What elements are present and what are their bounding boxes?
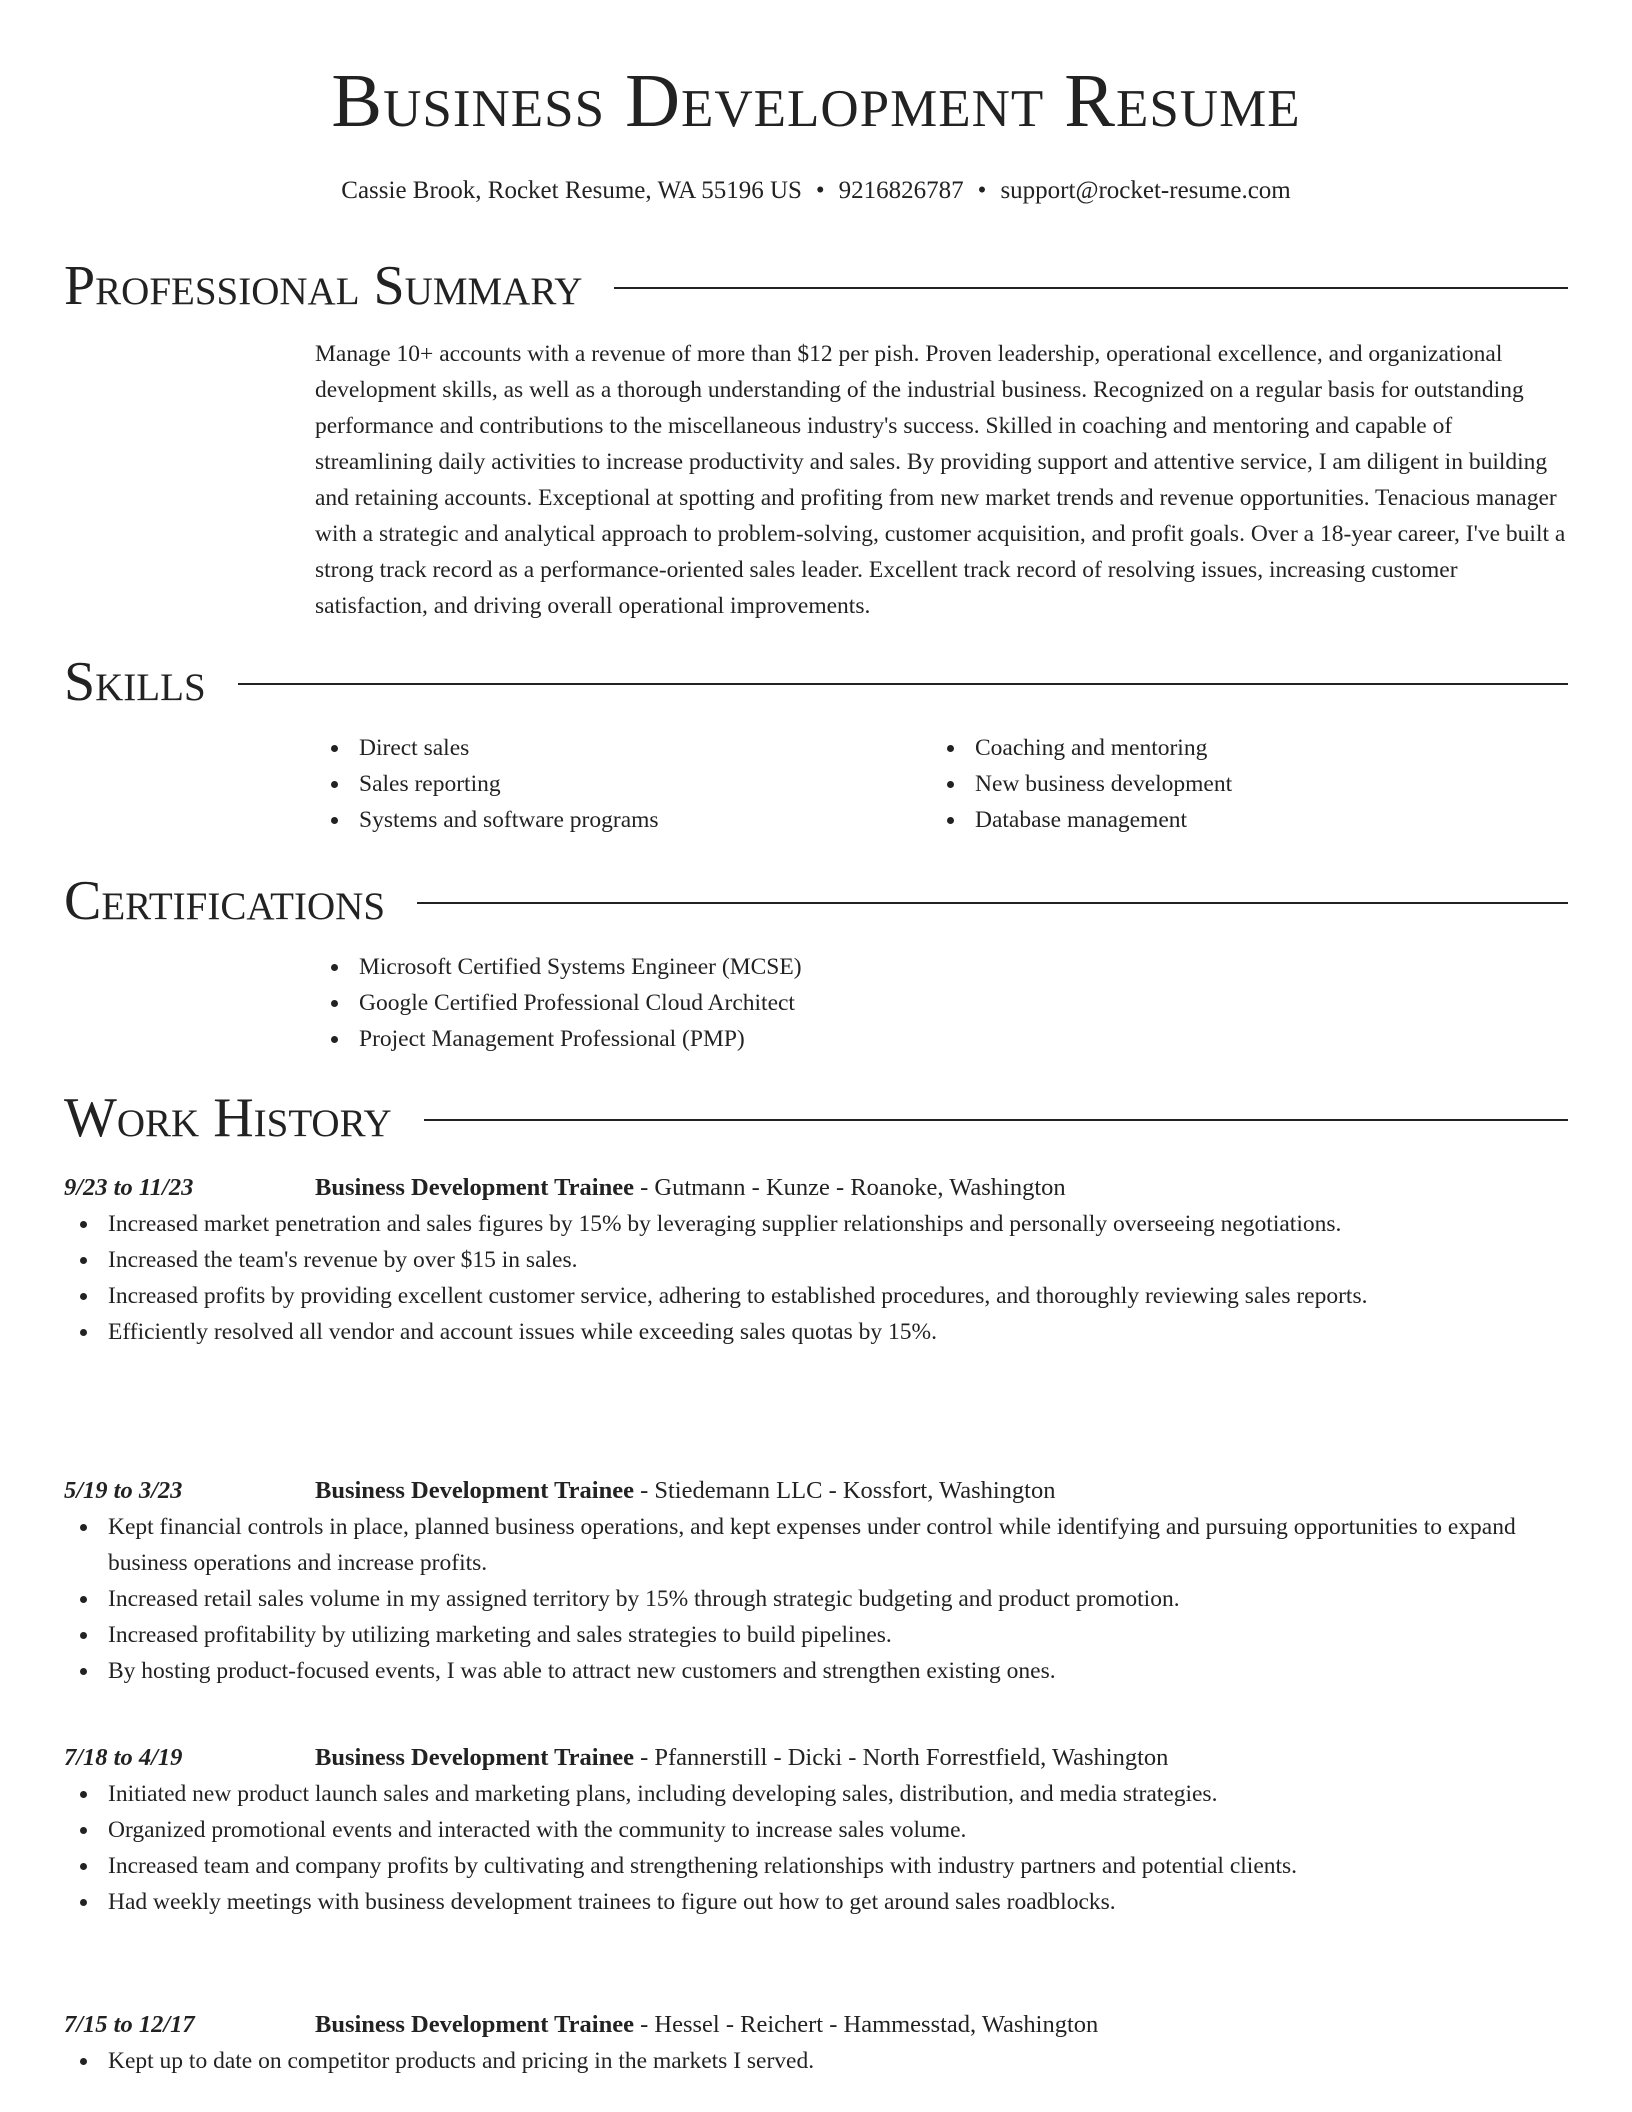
certifications-heading: Certifications bbox=[64, 870, 386, 932]
contact-separator: • bbox=[815, 177, 825, 204]
job-title-line bbox=[315, 2007, 1568, 2043]
job-dates: 9/23 to 11/23 bbox=[64, 1174, 194, 1201]
skills-heading: Skills bbox=[64, 651, 206, 713]
section-divider bbox=[417, 902, 1568, 904]
certification-item: Project Management Professional (PMP) bbox=[315, 1021, 1568, 1057]
job-bullet: Kept financial controls in place, planned business operations, and kept expenses under control while identifying and pursuing opportunities to expand business operations and increase profits. bbox=[64, 1509, 1568, 1581]
skills-section-header bbox=[64, 649, 1568, 715]
job-title-line bbox=[315, 1473, 1568, 1509]
contact-line bbox=[0, 174, 1632, 208]
certifications-section-header bbox=[64, 868, 1568, 934]
summary-text: Manage 10+ accounts with a revenue of more than $12 per pish. Proven leadership, operational excellence, and organizational development skills, as well as a thorough understanding of the industrial business. Recognized on a regular basis for outstanding performance and contributions to the miscellaneous industry's success. Skilled in coaching and mentoring and capable of streamlining daily activities to increase productivity and sales. By providing support and attentive service, I am diligent in building and retaining accounts. Exceptional at spotting and profiting from new market trends and revenue opportunities. Tenacious manager with a strategic and analytical approach to problem-solving, customer acquisition, and profit goals. Over a 18-year career, I've built a strong track record as a performance-oriented sales leader. Excellent track record of resolving issues, increasing customer satisfaction, and driving overall operational improvements. bbox=[315, 341, 1566, 619]
section-divider bbox=[238, 683, 1568, 685]
job-bullet: Increased the team's revenue by over $15 in sales. bbox=[64, 1242, 1568, 1278]
job-bullets bbox=[64, 1509, 1568, 1689]
job-employer: - Stiedemann LLC - Kossfort, Washington bbox=[633, 1477, 1056, 1504]
skill-item: Coaching and mentoring bbox=[931, 730, 1547, 766]
job-title: Business Development Trainee bbox=[315, 1174, 634, 1201]
job-dates: 5/19 to 3/23 bbox=[64, 1477, 183, 1504]
job-entry bbox=[64, 1473, 1568, 1689]
skill-item: Database management bbox=[931, 802, 1547, 838]
resume-title: Business Development Resume bbox=[331, 59, 1301, 143]
skills-column-right bbox=[931, 730, 1547, 838]
section-divider bbox=[424, 1119, 1568, 1121]
section-divider bbox=[614, 287, 1568, 289]
certification-item: Microsoft Certified Systems Engineer (MCSE) bbox=[315, 949, 1568, 985]
skill-item: New business development bbox=[931, 766, 1547, 802]
job-employer: - Hessel - Reichert - Hammesstad, Washington bbox=[633, 2011, 1099, 2038]
job-entry bbox=[64, 1740, 1568, 1920]
job-title-line bbox=[315, 1170, 1568, 1206]
job-bullets bbox=[64, 1206, 1568, 1350]
job-title-line bbox=[315, 1740, 1568, 1776]
work-history-heading: Work History bbox=[64, 1087, 392, 1149]
job-bullets bbox=[64, 1776, 1568, 1920]
job-bullet: Had weekly meetings with business development trainees to figure out how to get around sales roadblocks. bbox=[64, 1884, 1568, 1920]
job-title: Business Development Trainee bbox=[315, 1744, 634, 1771]
skills-column-left bbox=[315, 730, 931, 838]
job-bullet: Increased team and company profits by cultivating and strengthening relationships with industry partners and potential clients. bbox=[64, 1848, 1568, 1884]
job-entry bbox=[64, 2007, 1568, 2079]
job-bullet: Initiated new product launch sales and marketing plans, including developing sales, distribution, and media strategies. bbox=[64, 1776, 1568, 1812]
certification-item: Google Certified Professional Cloud Architect bbox=[315, 985, 1568, 1021]
summary-body bbox=[315, 336, 1568, 624]
skill-item: Direct sales bbox=[315, 730, 931, 766]
summary-heading: Professional Summary bbox=[64, 255, 583, 317]
certifications-list bbox=[315, 949, 1568, 1057]
job-title: Business Development Trainee bbox=[315, 2011, 634, 2038]
job-bullets bbox=[64, 2043, 1568, 2079]
job-bullet: Increased retail sales volume in my assigned territory by 15% through strategic budgeting and product promotion. bbox=[64, 1581, 1568, 1617]
job-bullet: Increased market penetration and sales figures by 15% by leveraging supplier relationships and personally overseeing negotiations. bbox=[64, 1206, 1568, 1242]
contact-email: support@rocket-resume.com bbox=[1000, 177, 1291, 204]
contact-phone: 9216826787 bbox=[838, 177, 964, 204]
job-bullet: Increased profitability by utilizing marketing and sales strategies to build pipelines. bbox=[64, 1617, 1568, 1653]
job-entry bbox=[64, 1170, 1568, 1350]
job-employer: - Pfannerstill - Dicki - North Forrestfield, Washington bbox=[633, 1744, 1169, 1771]
summary-section-header bbox=[64, 253, 1568, 319]
job-bullet: Organized promotional events and interacted with the community to increase sales volume. bbox=[64, 1812, 1568, 1848]
job-bullet: Kept up to date on competitor products and pricing in the markets I served. bbox=[64, 2043, 1568, 2079]
job-bullet: By hosting product-focused events, I was able to attract new customers and strengthen existing ones. bbox=[64, 1653, 1568, 1689]
skills-list bbox=[315, 730, 1568, 838]
contact-name-address: Cassie Brook, Rocket Resume, WA 55196 US bbox=[341, 177, 802, 204]
job-bullet: Efficiently resolved all vendor and account issues while exceeding sales quotas by 15%. bbox=[64, 1314, 1568, 1350]
job-dates: 7/15 to 12/17 bbox=[64, 2011, 195, 2038]
job-title: Business Development Trainee bbox=[315, 1477, 634, 1504]
job-dates: 7/18 to 4/19 bbox=[64, 1744, 183, 1771]
skill-item: Systems and software programs bbox=[315, 802, 931, 838]
work-history-section-header bbox=[64, 1085, 1568, 1151]
contact-separator: • bbox=[977, 177, 987, 204]
skill-item: Sales reporting bbox=[315, 766, 931, 802]
job-bullet: Increased profits by providing excellent customer service, adhering to established procedures, and thoroughly reviewing sales reports. bbox=[64, 1278, 1568, 1314]
job-employer: - Gutmann - Kunze - Roanoke, Washington bbox=[633, 1174, 1066, 1201]
